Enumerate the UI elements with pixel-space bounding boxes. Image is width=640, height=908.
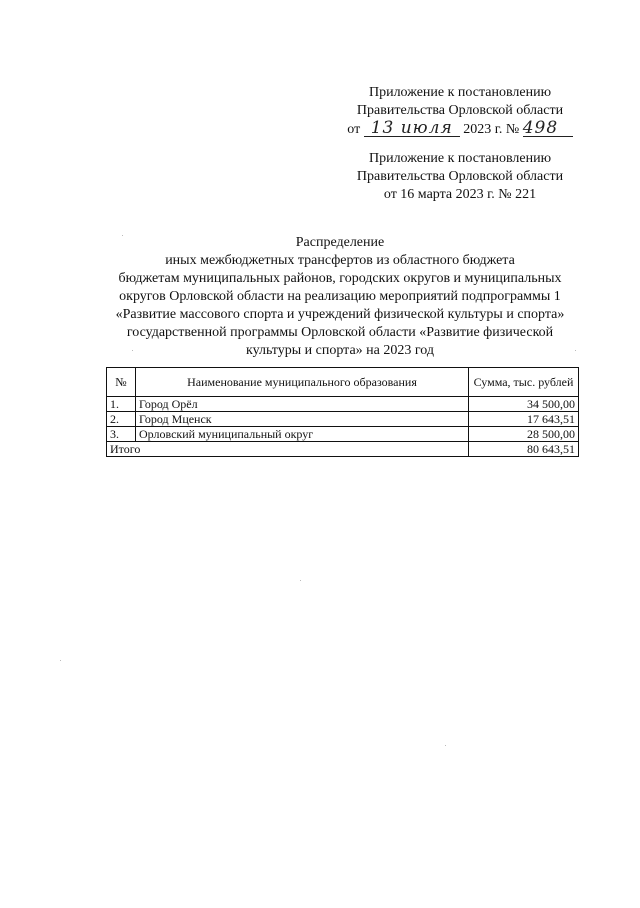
- appendix-line-1: Приложение к постановлению: [368, 85, 552, 100]
- row-sum: 17 643,51: [469, 412, 579, 427]
- appendix-old-line-3: от 16 марта 2023 г. № 221: [383, 187, 537, 202]
- header-sum: Сумма, тыс. рублей: [469, 368, 579, 397]
- row-name: Город Орёл: [136, 397, 469, 412]
- title-heading: Распределение: [295, 235, 385, 250]
- appendix-header-old: [330, 150, 590, 204]
- header-number: №: [107, 368, 136, 397]
- appendix-date-line: [330, 120, 590, 139]
- row-sum: 34 500,00: [469, 397, 579, 412]
- scan-speck: [60, 660, 61, 661]
- appendix-old-line-1: Приложение к постановлению: [368, 151, 552, 166]
- row-name: Орловский муниципальный округ: [136, 427, 469, 442]
- distribution-table: [106, 367, 579, 457]
- scan-speck: [132, 350, 133, 351]
- scan-speck: [300, 580, 301, 581]
- total-sum: 80 643,51: [469, 442, 579, 457]
- handwritten-date: 13 июля: [364, 120, 460, 137]
- title-line-1: иных межбюджетных трансфертов из областного бюджета: [165, 253, 515, 268]
- scan-speck: [445, 745, 446, 746]
- title-line-6: культуры и спорта» на 2023 год: [245, 343, 434, 358]
- table-header-row: [107, 368, 579, 397]
- title-line-2: бюджетам муниципальных районов, городских округов и муниципальных: [118, 271, 562, 286]
- appendix-header-new: [330, 84, 590, 139]
- document-title: [100, 234, 580, 360]
- header-name: Наименование муниципального образования: [136, 368, 469, 397]
- table-row: [107, 427, 579, 442]
- row-number: 1.: [107, 397, 136, 412]
- date-prefix: от: [347, 122, 361, 137]
- scan-speck: [575, 350, 576, 351]
- title-line-4: «Развитие массового спорта и учреждений физической культуры и спорта»: [115, 307, 565, 322]
- title-line-5: государственной программы Орловской области «Развитие физической: [126, 325, 554, 340]
- title-line-3: округов Орловской области на реализацию мероприятий подпрограммы 1: [119, 289, 561, 304]
- date-year: 2023 г. №: [463, 122, 520, 137]
- appendix-line-2: Правительства Орловской области: [356, 103, 564, 118]
- table-row: [107, 412, 579, 427]
- total-label: Итого: [107, 442, 469, 457]
- scan-speck: [122, 235, 123, 236]
- row-name: Город Мценск: [136, 412, 469, 427]
- table-row: [107, 397, 579, 412]
- appendix-old-line-2: Правительства Орловской области: [356, 169, 564, 184]
- row-number: 3.: [107, 427, 136, 442]
- row-number: 2.: [107, 412, 136, 427]
- table-total-row: [107, 442, 579, 457]
- row-sum: 28 500,00: [469, 427, 579, 442]
- handwritten-number: 498: [523, 120, 573, 137]
